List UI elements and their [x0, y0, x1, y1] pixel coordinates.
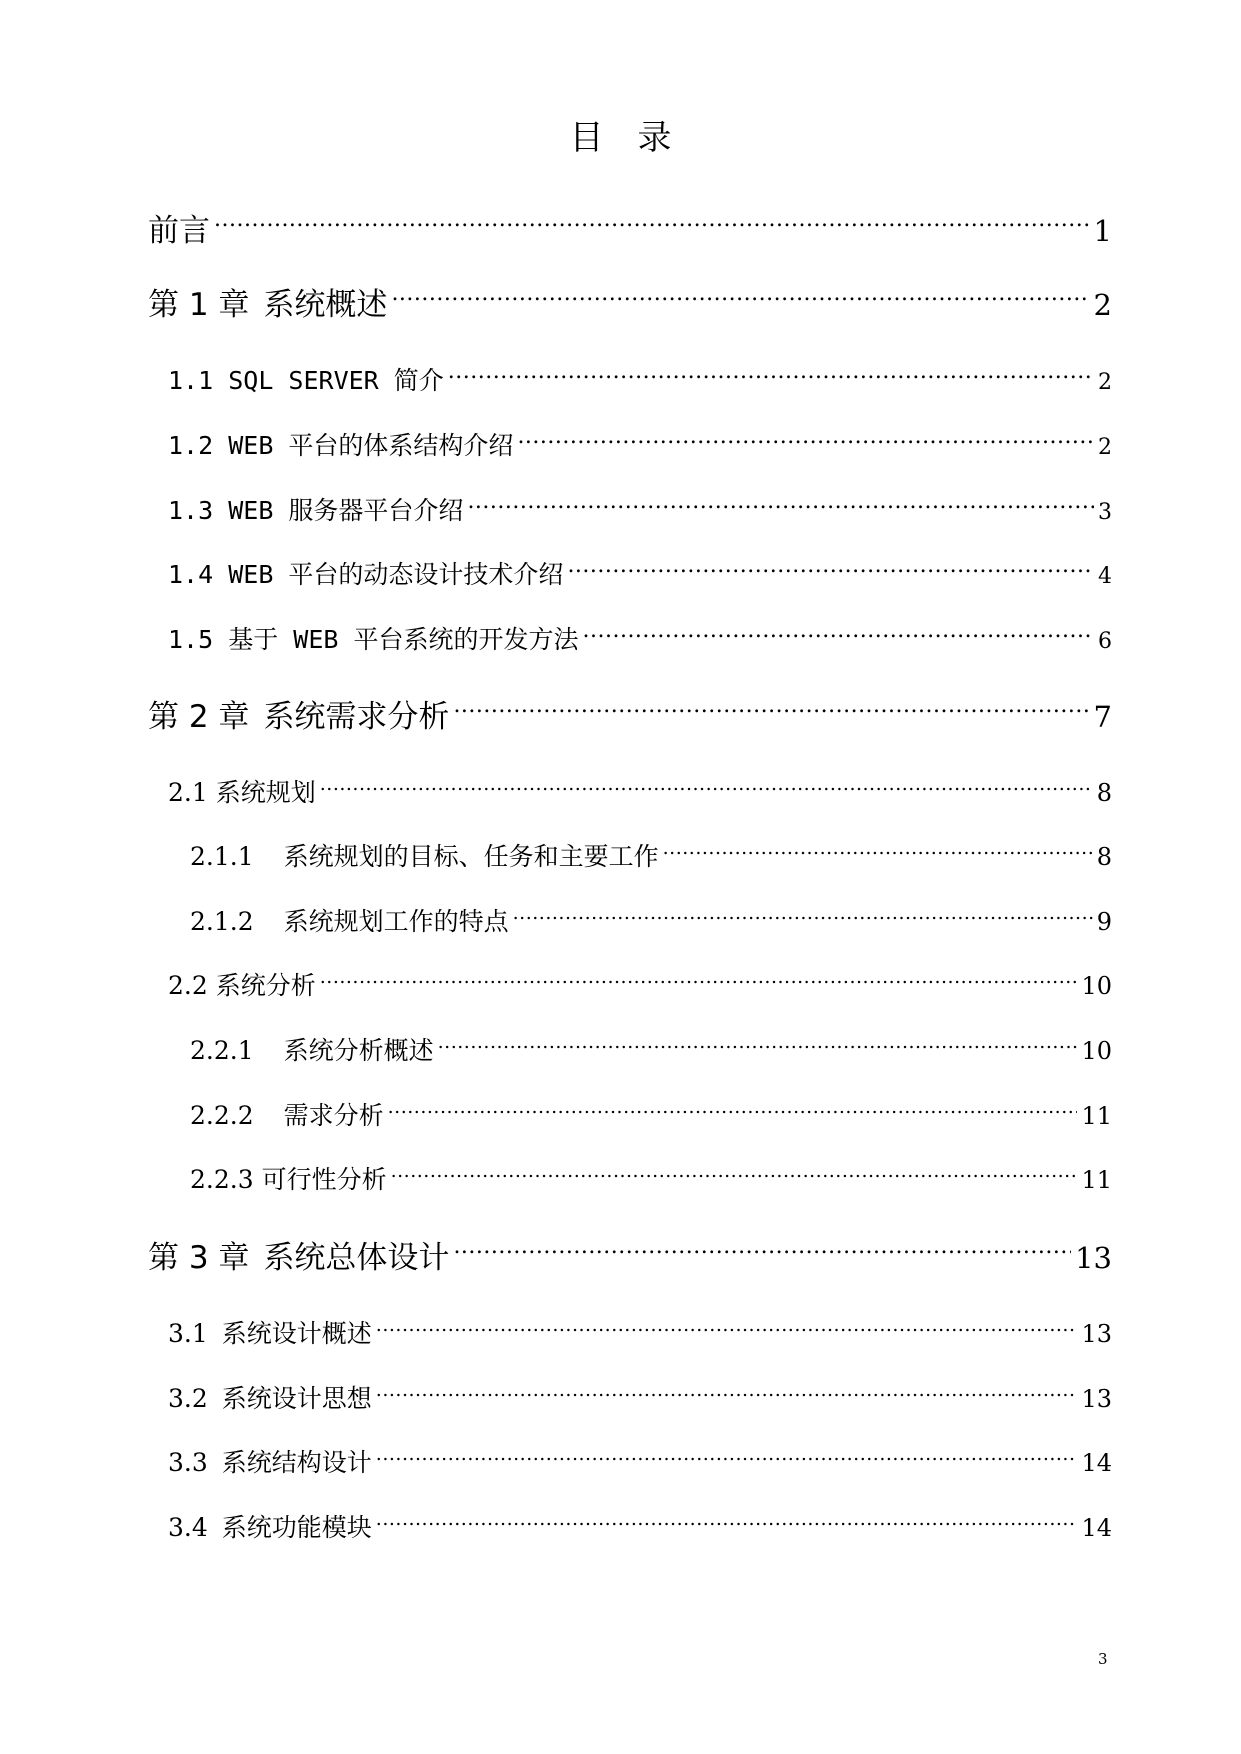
toc-entry-chapter-1[interactable]: [148, 284, 1112, 325]
toc-entry-section-1-4[interactable]: [168, 558, 1112, 593]
toc-entry-label: 系统分析: [215, 971, 316, 1000]
toc-entry-label: 系统规划的目标、任务和主要工作: [283, 842, 659, 871]
toc-entry-page: 13: [1081, 1385, 1112, 1413]
toc-leader-dots: [453, 696, 1089, 727]
toc-entry-number: 3.3: [168, 1448, 208, 1477]
toc-entry-label: 系统规划工作的特点: [283, 907, 509, 936]
toc-entry-page: 2: [1098, 370, 1112, 395]
toc-entry-section-2-1[interactable]: [168, 776, 1112, 809]
toc-entry-section-2-1-2[interactable]: [190, 905, 1112, 938]
toc-leader-dots: [453, 1237, 1071, 1268]
toc-entry-chapter-3[interactable]: [148, 1237, 1112, 1278]
toc-entry-page: 10: [1081, 972, 1112, 1000]
toc-entry-section-2-2-3[interactable]: [190, 1163, 1112, 1196]
toc-leader-dots: [376, 1446, 1078, 1471]
toc-leader-dots: [517, 429, 1094, 454]
toc-entry-number: 3.2: [168, 1384, 208, 1413]
toc-entry-number: 2.1: [168, 778, 208, 807]
toc-entry-page: 2: [1098, 435, 1112, 460]
toc-leader-dots: [438, 1034, 1078, 1059]
toc-entry-page: 11: [1081, 1102, 1112, 1130]
page-number: 3: [1098, 1650, 1108, 1668]
toc-entry-label: WEB 平台的动态设计技术介绍: [228, 560, 564, 589]
toc-entry-section-1-1[interactable]: [168, 364, 1112, 399]
toc-entry-page: 3: [1098, 500, 1112, 525]
toc-entry-page: 14: [1081, 1514, 1112, 1542]
toc-entry-label: 系统设计概述: [221, 1319, 372, 1348]
toc-entry-number: 第 2 章: [148, 699, 250, 735]
toc-entry-number: 1.1: [168, 366, 214, 395]
toc-entry-number: 2.2.2: [190, 1101, 254, 1130]
toc-leader-dots: [467, 494, 1094, 519]
title-char-2: 录: [637, 118, 672, 158]
toc-entry-page: 2: [1093, 288, 1112, 322]
toc-leader-dots: [448, 364, 1094, 389]
toc-entry-label: WEB 平台的体系结构介绍: [228, 431, 514, 460]
toc-leader-dots: [376, 1317, 1078, 1342]
toc-leader-dots: [214, 210, 1090, 241]
toc-entry-section-3-4[interactable]: [168, 1511, 1112, 1544]
toc-entry-label: 系统功能模块: [221, 1513, 372, 1542]
toc-entry-section-3-2[interactable]: [168, 1382, 1112, 1415]
toc-entry-number: 第 1 章: [148, 287, 250, 323]
toc-entry-number: 1.2: [168, 431, 214, 460]
toc-leader-dots: [582, 623, 1094, 648]
title-char-1: 目: [569, 118, 604, 158]
toc-entry-number: 3.1: [168, 1319, 208, 1348]
toc-entry-number: 3.4: [168, 1513, 208, 1542]
toc-leader-dots: [391, 284, 1089, 315]
toc-entry-section-2-2-1[interactable]: [190, 1034, 1112, 1067]
toc-entry-page: 6: [1098, 629, 1112, 654]
toc-entry-page: 9: [1096, 908, 1112, 936]
toc-leader-dots: [320, 969, 1078, 994]
toc-entry-number: 2.1.1: [190, 842, 254, 871]
toc-entry-number: 1.4: [168, 560, 214, 589]
toc-entry-section-2-1-1[interactable]: [190, 840, 1112, 873]
toc-entry-page: 7: [1093, 700, 1112, 734]
toc-entry-page: 4: [1098, 564, 1112, 589]
toc-entry-page: 11: [1081, 1166, 1112, 1194]
toc-entry-chapter-2[interactable]: [148, 696, 1112, 737]
toc-leader-dots: [567, 558, 1094, 583]
toc-leader-dots: [663, 840, 1093, 865]
toc-entry-number: 2.2.3: [190, 1165, 254, 1194]
toc-entry-page: 8: [1096, 843, 1112, 871]
toc-leader-dots: [376, 1511, 1078, 1536]
toc-entry-section-3-3[interactable]: [168, 1446, 1112, 1479]
toc-entry-label: 可行性分析: [261, 1165, 387, 1194]
toc-entry-section-2-2-2[interactable]: [190, 1099, 1112, 1132]
toc-entry-label: 基于 WEB 平台系统的开发方法: [228, 625, 579, 654]
toc-entry-label: 系统概述: [263, 287, 388, 323]
toc-entry-page: 13: [1081, 1320, 1112, 1348]
toc-entry-page: 8: [1096, 779, 1112, 807]
toc-entry-page: 14: [1081, 1449, 1112, 1477]
toc-leader-dots: [388, 1099, 1078, 1124]
toc-entry-label: 系统分析概述: [283, 1036, 434, 1065]
toc-entry-section-1-3[interactable]: [168, 494, 1112, 529]
toc-entry-section-3-1[interactable]: [168, 1317, 1112, 1350]
toc-entry-number: 1.3: [168, 496, 214, 525]
toc-entry-label: 系统需求分析: [263, 699, 450, 735]
toc-entry-page: 1: [1093, 214, 1112, 248]
toc-entry-page: 10: [1081, 1037, 1112, 1065]
toc-entry-preface[interactable]: [148, 210, 1112, 251]
toc-leader-dots: [391, 1163, 1078, 1188]
toc-entry-section-2-2[interactable]: [168, 969, 1112, 1002]
toc-entry-label: SQL SERVER 简介: [228, 366, 444, 395]
toc-entry-number: 2.1.2: [190, 907, 254, 936]
toc-entry-label: 系统设计思想: [221, 1384, 372, 1413]
toc-leader-dots: [513, 905, 1093, 930]
toc-entry-page: 13: [1075, 1241, 1112, 1275]
toc-entry-label: 系统结构设计: [221, 1448, 372, 1477]
toc-entry-number: 第 3 章: [148, 1240, 250, 1276]
toc-entry-number: 2.2.1: [190, 1036, 254, 1065]
toc-entry-section-1-5[interactable]: [168, 623, 1112, 658]
toc-entry-label: 前言: [148, 213, 210, 249]
toc-entry-number: 1.5: [168, 625, 214, 654]
toc-entry-label: 系统总体设计: [263, 1240, 450, 1276]
toc-entry-label: 系统规划: [215, 778, 316, 807]
toc-leader-dots: [320, 776, 1093, 801]
toc-entry-section-1-2[interactable]: [168, 429, 1112, 464]
toc-leader-dots: [376, 1382, 1078, 1407]
toc-entry-label: WEB 服务器平台介绍: [228, 496, 464, 525]
toc-entry-label: 需求分析: [283, 1101, 384, 1130]
toc-entry-number: 2.2: [168, 971, 208, 1000]
